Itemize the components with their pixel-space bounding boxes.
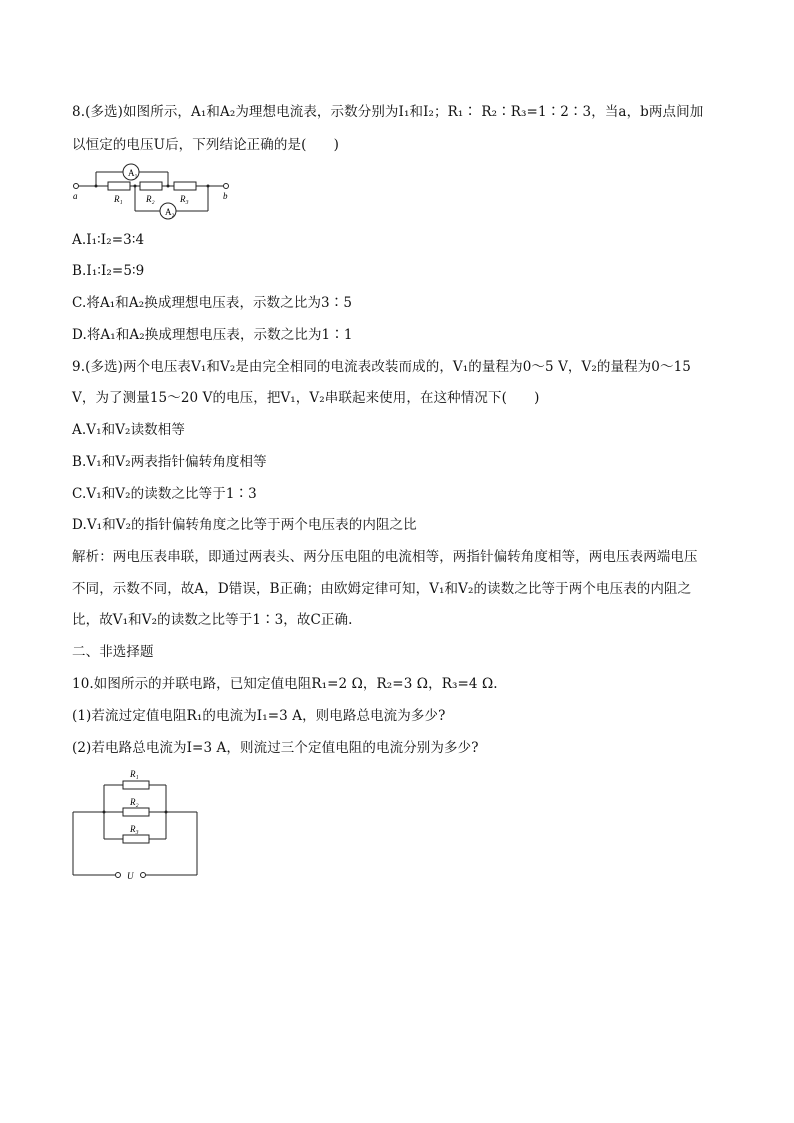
q9-analysis-line3: 比，故V₁和V₂的读数之比等于1∶3，故C正确. bbox=[72, 612, 353, 628]
section-heading: 二、非选择题 bbox=[72, 644, 154, 660]
q10-r2-label: R₂ bbox=[130, 797, 139, 807]
q9-option-a: A.V₁和V₂读数相等 bbox=[72, 422, 185, 438]
q10-r3-label: R₃ bbox=[130, 824, 139, 834]
q10-source-label: U bbox=[127, 871, 134, 881]
q9-stem-line2: V，为了测量15～20 V的电压，把V₁，V₂串联起来使用，在这种情况下( ) bbox=[72, 390, 540, 406]
q8-stem-line1: 8.(多选)如图所示，A₁和A₂为理想电流表，示数分别为I₁和I₂；R₁∶ R₂∶R₃=1∶2∶3，当a，b两点间加 bbox=[72, 104, 704, 120]
q9-analysis-line1: 解析：两电压表串联，即通过两表头、两分压电阻的电流相等，两指针偏转角度相等，两电压表两端电压 bbox=[72, 549, 698, 565]
q8-node-b: b bbox=[223, 191, 228, 201]
q9-stem-line1: 9.(多选)两个电压表V₁和V₂是由完全相同的电流表改装而成的，V₁的量程为0～5 V，V₂的量程为0～15 bbox=[72, 359, 691, 375]
q8-ammeter2-label: A₂ bbox=[165, 207, 175, 217]
q8-option-c: C.将A₁和A₂换成理想电压表，示数之比为3∶5 bbox=[72, 295, 353, 311]
q9-option-d: D.V₁和V₂的指针偏转角度之比等于两个电压表的内阻之比 bbox=[72, 517, 417, 533]
q8-option-a: A.I₁∶I₂=3∶4 bbox=[72, 232, 145, 248]
q10-part1: (1)若流过定值电阻R₁的电流为I₁=3 A，则电路总电流为多少? bbox=[72, 708, 446, 724]
q9-option-c: C.V₁和V₂的读数之比等于1∶3 bbox=[72, 486, 257, 502]
q8-r2-label: R₂ bbox=[146, 194, 155, 204]
q8-r3-label: R₃ bbox=[180, 194, 189, 204]
q8-ammeter1-label: A₁ bbox=[128, 168, 138, 178]
q8-node-a: a bbox=[73, 191, 78, 201]
q9-option-b: B.V₁和V₂两表指针偏转角度相等 bbox=[72, 454, 267, 470]
q9-analysis-line2: 不同，示数不同，故A，D错误，B正确；由欧姆定律可知，V₁和V₂的读数之比等于两个电压表的内阻之 bbox=[72, 581, 692, 597]
q10-circuit-diagram bbox=[70, 767, 202, 881]
q8-circuit-diagram bbox=[68, 160, 238, 222]
q10-r1-label: R₁ bbox=[130, 769, 139, 779]
q8-option-b: B.I₁∶I₂=5∶9 bbox=[72, 263, 145, 279]
q8-r1-label: R₁ bbox=[114, 194, 123, 204]
q10-part2: (2)若电路总电流为I=3 A，则流过三个定值电阻的电流分别为多少? bbox=[72, 740, 479, 756]
q8-stem-line2: 以恒定的电压U后，下列结论正确的是( ) bbox=[72, 137, 340, 153]
q10-stem: 10.如图所示的并联电路，已知定值电阻R₁=2 Ω，R₂=3 Ω，R₃=4 Ω. bbox=[72, 676, 498, 692]
q8-option-d: D.将A₁和A₂换成理想电压表，示数之比为1∶1 bbox=[72, 327, 353, 343]
